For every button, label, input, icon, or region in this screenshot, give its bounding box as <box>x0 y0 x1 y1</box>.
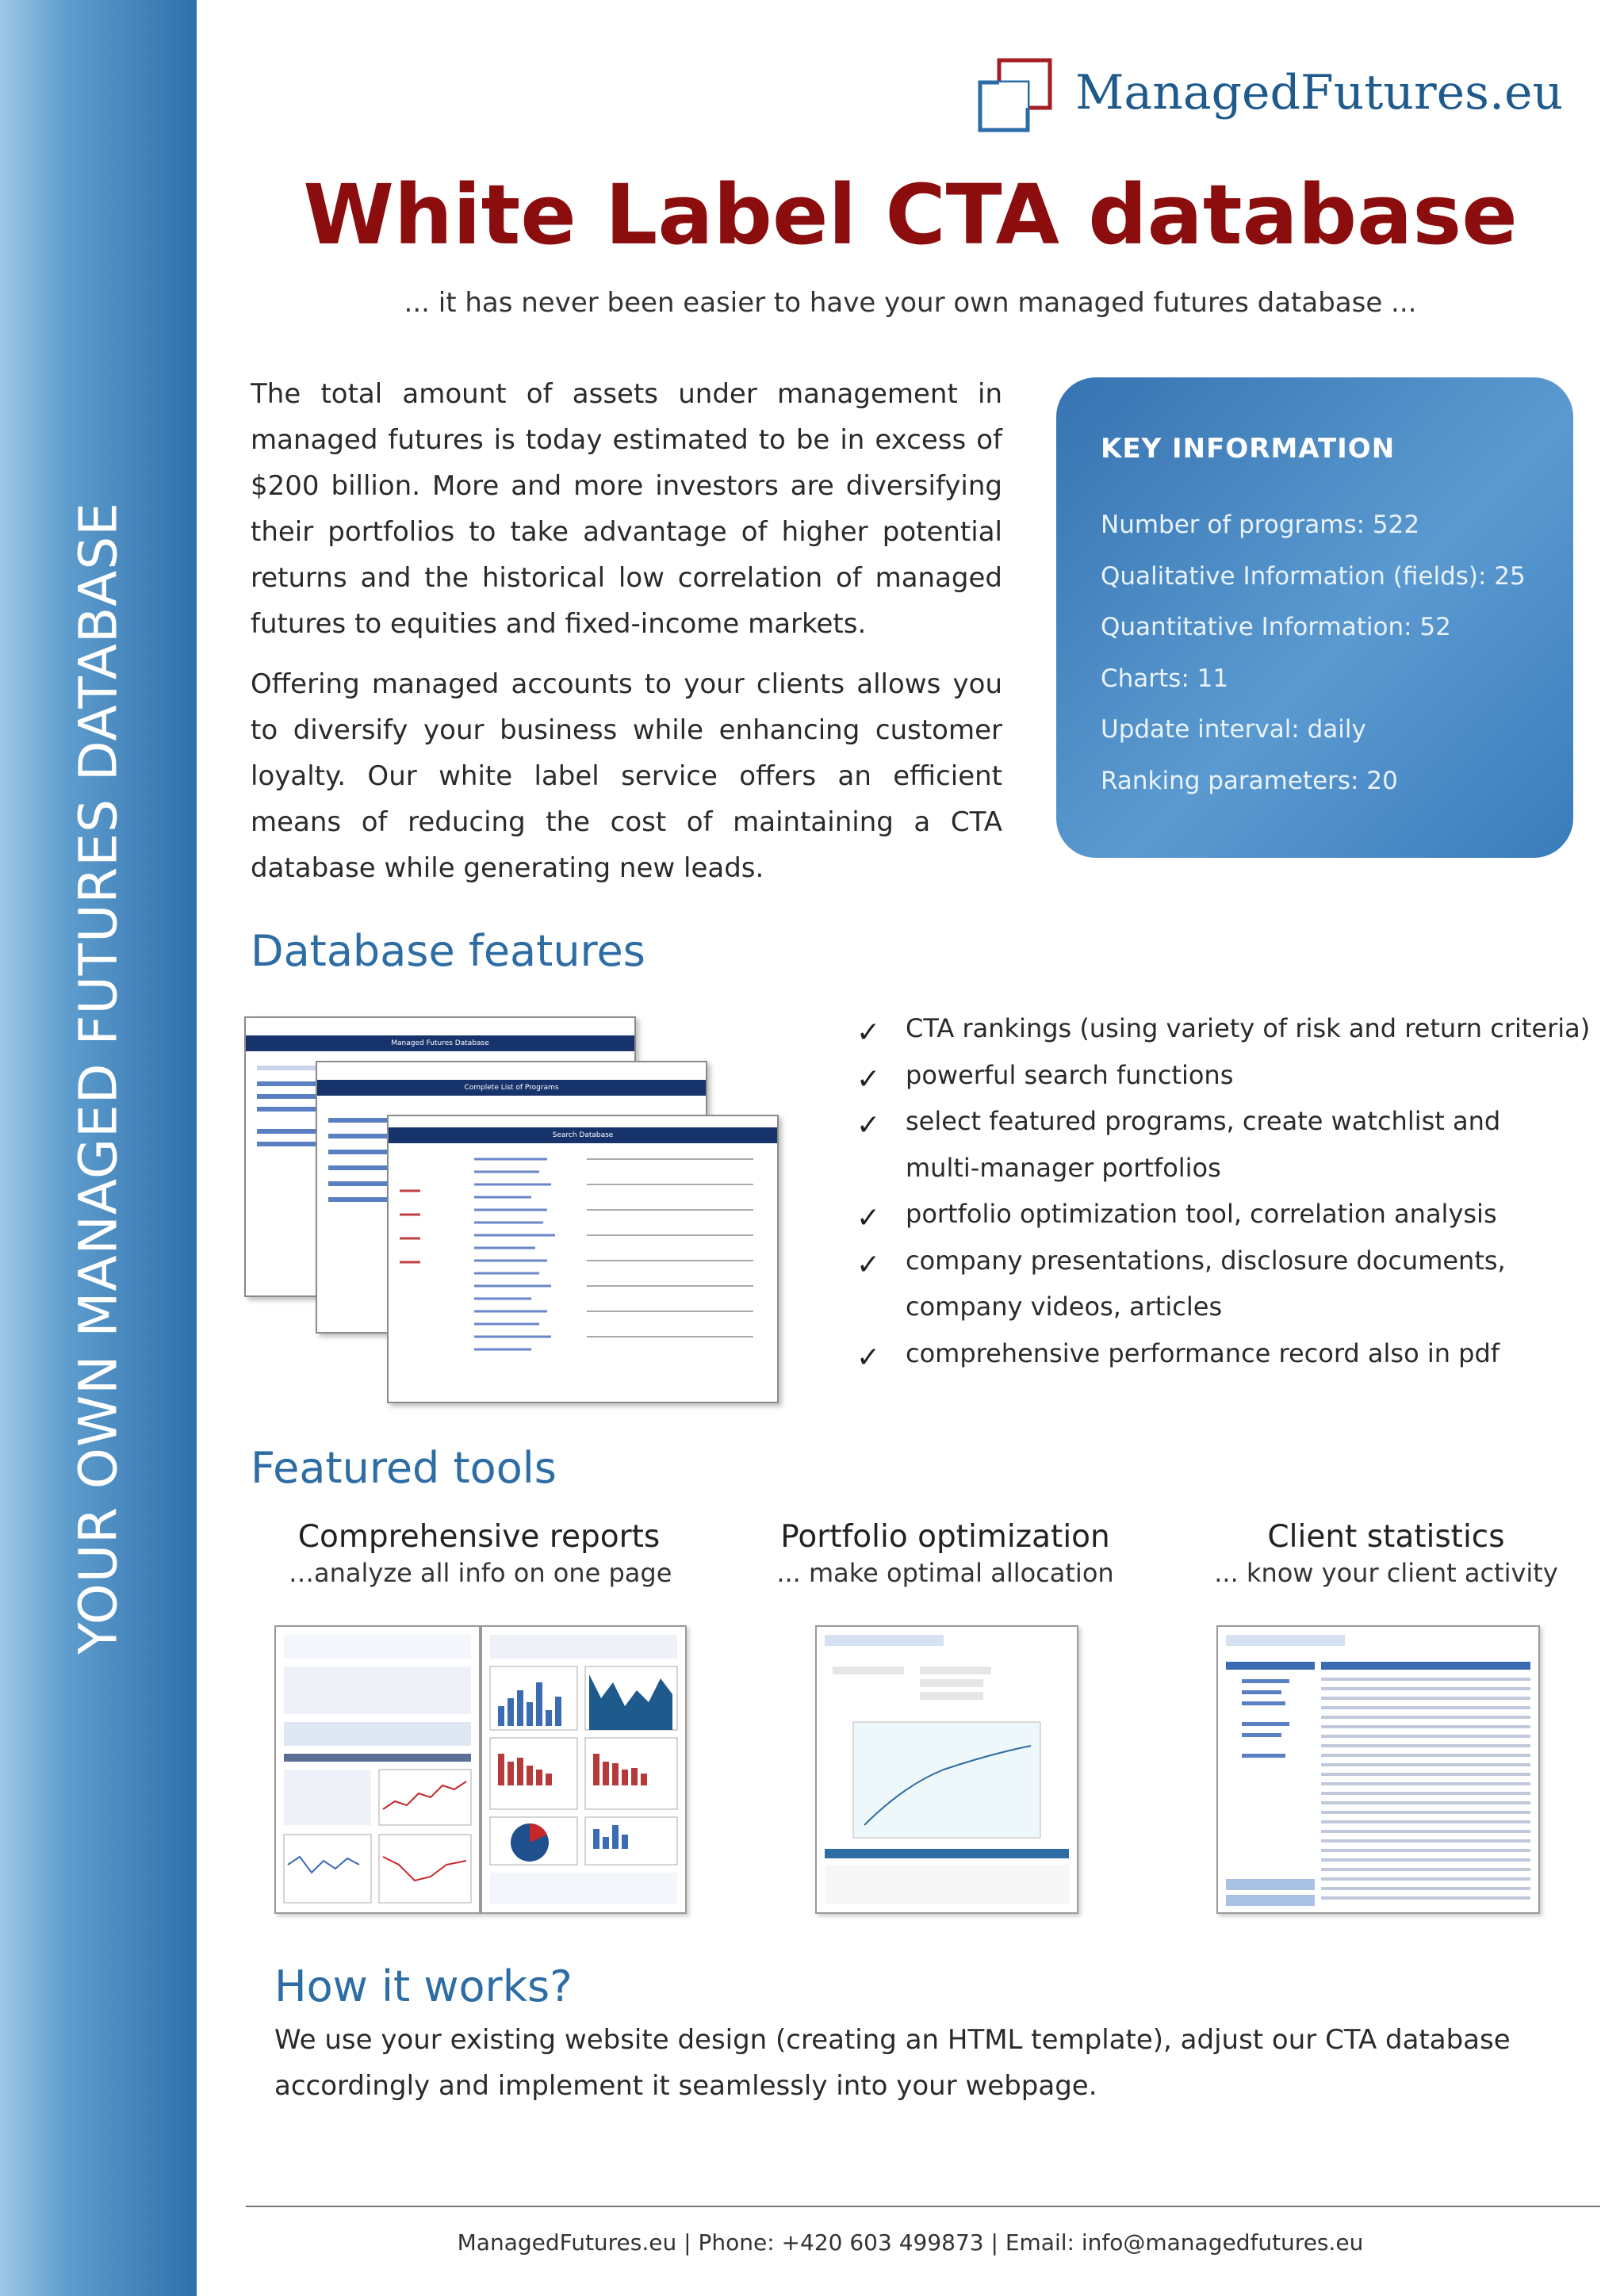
feature-item: ✓ company presentations, disclosure documents, company videos, articles <box>856 1238 1602 1330</box>
client-statistics-thumbnail <box>1216 1625 1540 1914</box>
tool-name: Client statistics <box>1267 1519 1505 1555</box>
database-features-list <box>856 1005 1602 1376</box>
logo[interactable] <box>977 54 1580 133</box>
tool-name: Portfolio optimization <box>780 1519 1110 1555</box>
intro-text <box>251 371 1002 905</box>
sidebar-vertical-text: YOUR OWN MANAGED FUTURES DATABASE <box>67 502 129 1655</box>
tool-description: …analyze all info on one page <box>289 1558 672 1588</box>
screenshot-title: Managed Futures Database <box>391 1039 489 1047</box>
tool-comprehensive-reports <box>289 1519 672 1588</box>
intro-paragraph-2: Offering managed accounts to your clients allows you to diversify your business while enhancing customer loyalty. Our white label service offers an efficient means of reducing the cost of maintaining a CTA database while generating new leads. <box>251 668 1002 884</box>
tool-description: ... make optimal allocation <box>776 1558 1114 1588</box>
feature-item: ✓ select featured programs, create watchlist and multi-manager portfolios <box>856 1098 1602 1191</box>
key-info-item: Number of programs: 522 <box>1101 511 1420 539</box>
screenshot-search-database <box>387 1115 779 1403</box>
tool-portfolio-optimization <box>755 1519 1136 1588</box>
checkmark-icon: ✓ <box>856 1202 881 1234</box>
database-features-heading: Database features <box>251 926 645 976</box>
feature-item: ✓ portfolio optimization tool, correlation analysis <box>856 1191 1602 1238</box>
key-information-list <box>1101 509 1526 816</box>
logo-text: ManagedFutures.eu <box>1075 65 1564 121</box>
checkmark-icon: ✓ <box>856 1248 881 1281</box>
screenshot-title: Complete List of Programs <box>464 1084 559 1092</box>
key-info-item: Quantitative Information: 52 <box>1101 613 1451 641</box>
tool-client-statistics <box>1196 1519 1576 1588</box>
tool-name: Comprehensive reports <box>297 1519 661 1555</box>
logo-mark-icon <box>977 57 1053 133</box>
report-thumbnail-page-1 <box>274 1625 481 1914</box>
intro-paragraph-1: The total amount of assets under management in managed futures is today estimated to be in excess of $200 billion. More and more investors are diversifying their portfolios to take advantage of higher potential returns and the historical low correlation of managed futures to equities and fixed-income markets. <box>251 378 1002 640</box>
database-screenshots <box>244 1016 779 1402</box>
page-subtitle: ... it has never been easier to have your own managed futures database ... <box>404 287 1417 319</box>
screenshot-table-lines <box>389 1143 777 1397</box>
feature-item: ✓ comprehensive performance record also in pdf <box>856 1330 1602 1377</box>
key-info-item: Charts: 11 <box>1101 664 1229 693</box>
screenshot-title: Search Database <box>552 1131 614 1139</box>
key-info-item: Ranking parameters: 20 <box>1101 766 1398 795</box>
featured-tools-heading: Featured tools <box>251 1443 557 1493</box>
portfolio-optimization-thumbnail <box>815 1625 1078 1914</box>
footer-divider <box>246 2206 1600 2207</box>
key-info-item: Update interval: daily <box>1101 715 1366 744</box>
page-title: White Label CTA database <box>303 166 1518 263</box>
how-it-works-heading: How it works? <box>274 1961 573 2011</box>
key-information-title: KEY INFORMATION <box>1101 433 1396 465</box>
tool-description: ... know your client activity <box>1214 1558 1558 1588</box>
report-thumbnail-page-2 <box>481 1625 687 1914</box>
checkmark-icon: ✓ <box>856 1109 881 1142</box>
checkmark-icon: ✓ <box>856 1062 881 1096</box>
how-it-works-text: We use your existing website design (creating an HTML template), adjust our CTA database accordingly and implement it seamlessly into your webpage. <box>274 2024 1511 2102</box>
feature-item: ✓ CTA rankings (using variety of risk and return criteria) <box>856 1005 1602 1052</box>
key-info-item: Qualitative Information (fields): 25 <box>1101 561 1526 591</box>
sidebar-band <box>0 0 197 2296</box>
key-information-box <box>1056 377 1573 858</box>
footer-contact: ManagedFutures.eu | Phone: +420 603 499873 | Email: info@managedfutures.eu <box>457 2229 1364 2256</box>
feature-item: ✓ powerful search functions <box>856 1052 1602 1099</box>
checkmark-icon: ✓ <box>856 1341 881 1374</box>
checkmark-icon: ✓ <box>856 1016 881 1049</box>
